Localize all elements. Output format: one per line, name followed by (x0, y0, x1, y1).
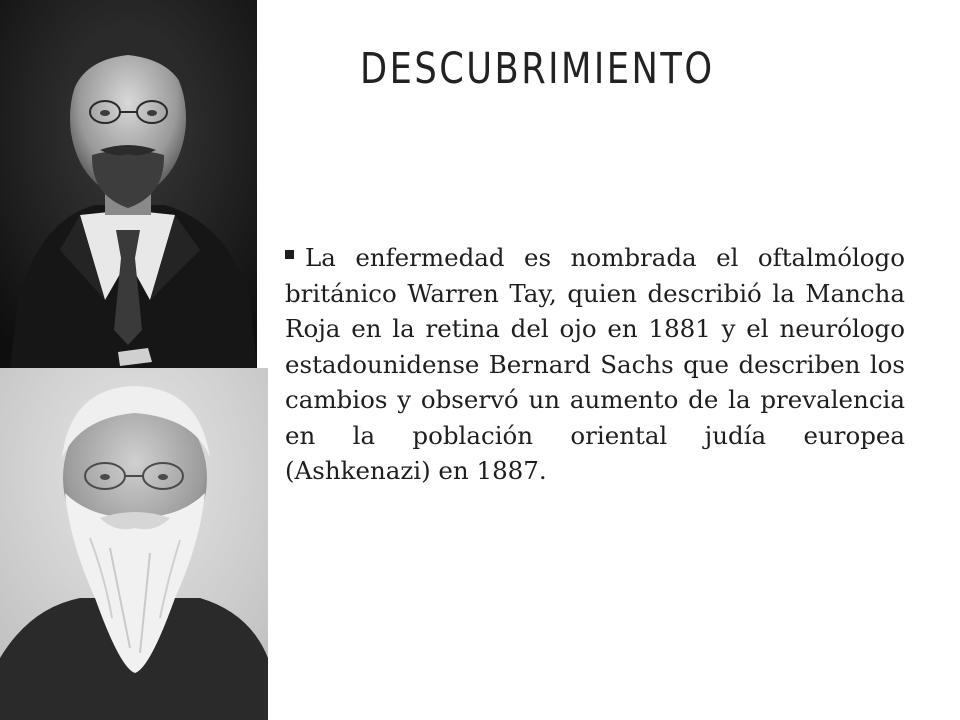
bullet-item (285, 240, 905, 489)
bullet-list (285, 240, 905, 489)
bullet-text: La enfermedad es nombrada el oftalmólogo británico Warren Tay, quien describió la Mancha Roja en la retina del ojo en 1881 y el neurólogo estadounidense Bernard Sachs que describen los cambios y observó un aumento de la prevalencia en la población oriental judía europea (Ashkenazi) en 1887. (285, 243, 905, 485)
portrait-photo-icon (0, 368, 268, 720)
portrait-photo-bottom (0, 368, 268, 720)
slide-title: DESCUBRIMIENTO (360, 44, 715, 94)
square-bullet-icon (285, 250, 294, 259)
slide-content (285, 240, 905, 489)
portrait-photo-top (0, 0, 257, 368)
portrait-photo-icon (0, 0, 257, 368)
